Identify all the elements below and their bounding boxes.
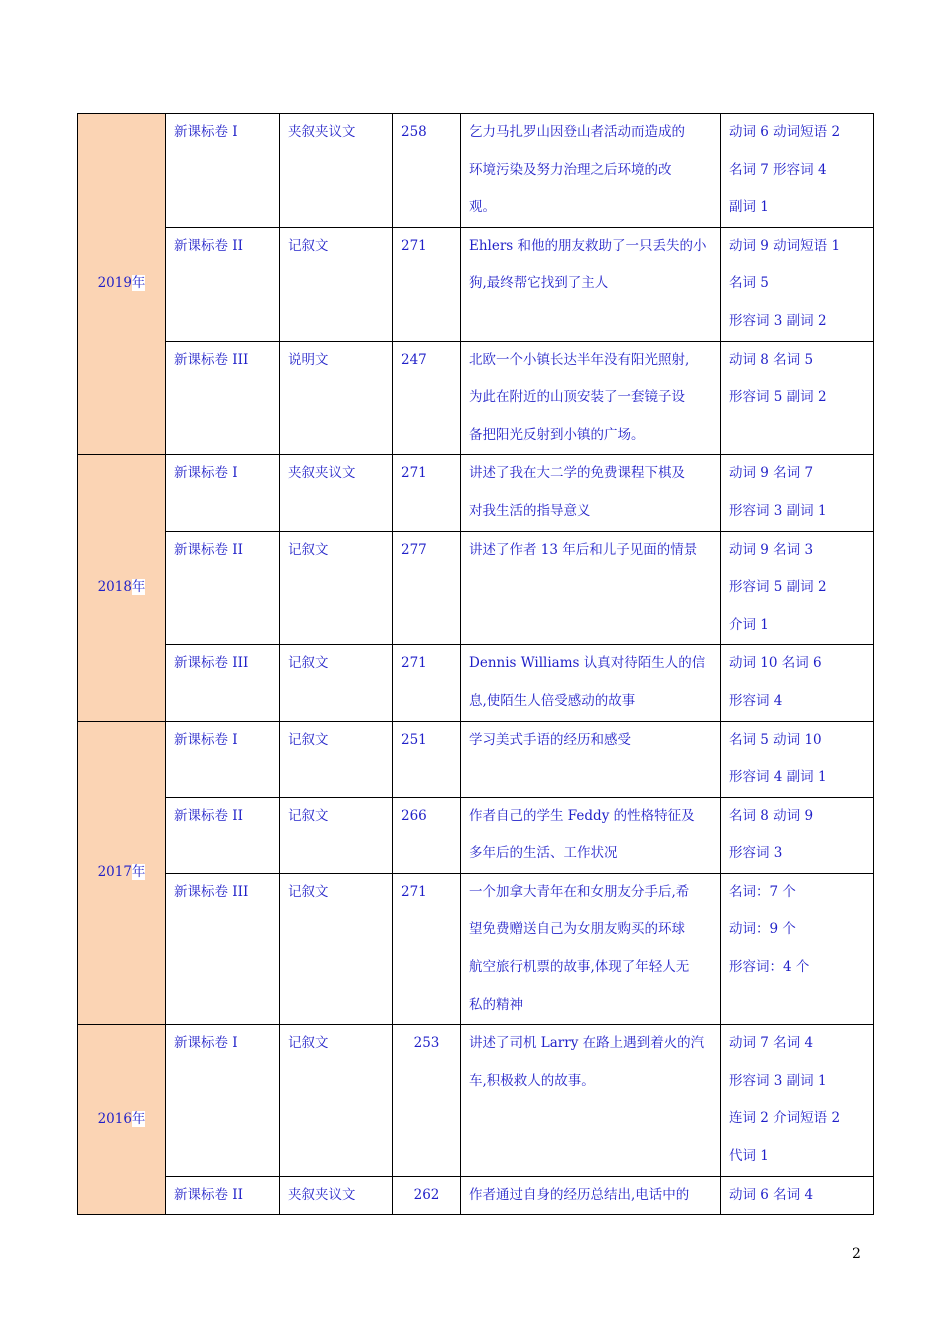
year-number: 2018 bbox=[97, 579, 132, 596]
content-line: 讲述了我在大二学的免费课程下棋及 bbox=[469, 465, 685, 482]
page-number: 2 bbox=[852, 1246, 861, 1262]
content-line: Dennis Williams 认真对待陌生人的信 bbox=[469, 655, 706, 672]
content-line: 车,积极救人的故事。 bbox=[469, 1072, 595, 1089]
content-line: 北欧一个小镇长达半年没有阳光照射, bbox=[469, 351, 690, 368]
word-count-cell: 253 bbox=[393, 1025, 461, 1176]
word-count-cell: 251 bbox=[393, 721, 461, 797]
paper-cell: 新课标卷 II bbox=[166, 531, 280, 645]
genre-cell: 记叙文 bbox=[280, 873, 393, 1024]
content-line: 备把阳光反射到小镇的广场。 bbox=[469, 426, 645, 443]
content-cell bbox=[461, 455, 721, 531]
stats-cell bbox=[721, 455, 874, 531]
stats-line: 形容词：4 个 bbox=[729, 959, 810, 976]
table-row bbox=[78, 1025, 874, 1176]
content-line: 一个加拿大青年在和女朋友分手后,希 bbox=[469, 883, 690, 900]
year-number: 2016 bbox=[97, 1110, 132, 1127]
content-line: 多年后的生活、工作状况 bbox=[469, 845, 618, 862]
stats-line: 名词 7 形容词 4 bbox=[729, 161, 827, 178]
genre-cell: 夹叙夹议文 bbox=[280, 114, 393, 228]
stats-line: 名词：7 个 bbox=[729, 883, 796, 900]
stats-line: 连词 2 介词短语 2 bbox=[729, 1110, 841, 1127]
stats-line: 动词 6 动词短语 2 bbox=[729, 124, 841, 140]
content-cell bbox=[461, 645, 721, 721]
table-row bbox=[78, 114, 874, 228]
stats-line: 动词 7 名词 4 bbox=[729, 1035, 814, 1052]
paper-cell: 新课标卷 I bbox=[166, 114, 280, 228]
genre-cell: 记叙文 bbox=[280, 721, 393, 797]
stats-line: 形容词 5 副词 2 bbox=[729, 389, 827, 406]
word-count-cell: 271 bbox=[393, 873, 461, 1024]
table-row bbox=[78, 455, 874, 531]
genre-cell: 夹叙夹议文 bbox=[280, 455, 393, 531]
stats-cell bbox=[721, 645, 874, 721]
stats-cell bbox=[721, 1176, 874, 1215]
paper-cell: 新课标卷 II bbox=[166, 227, 280, 341]
word-count-cell: 247 bbox=[393, 341, 461, 455]
content-cell bbox=[461, 341, 721, 455]
genre-cell: 记叙文 bbox=[280, 531, 393, 645]
paper-cell: 新课标卷 III bbox=[166, 873, 280, 1024]
stats-line: 介词 1 bbox=[729, 616, 769, 633]
content-line: 讲述了作者 13 年后和儿子见面的情景 bbox=[469, 541, 698, 558]
stats-cell bbox=[721, 721, 874, 797]
stats-line: 形容词 4 副词 1 bbox=[729, 769, 827, 786]
year-cell-2018 bbox=[78, 455, 166, 721]
content-line: Ehlers 和他的朋友救助了一只丢失的小 bbox=[469, 237, 707, 254]
stats-line: 形容词 3 副词 2 bbox=[729, 312, 827, 329]
paper-cell: 新课标卷 I bbox=[166, 455, 280, 531]
year-suffix: 年 bbox=[131, 275, 146, 292]
year-cell-2016 bbox=[78, 1025, 166, 1215]
stats-line: 代词 1 bbox=[729, 1148, 769, 1165]
year-cell-2017 bbox=[78, 721, 166, 1025]
paper-cell: 新课标卷 III bbox=[166, 645, 280, 721]
content-cell bbox=[461, 873, 721, 1024]
content-line: 对我生活的指导意义 bbox=[469, 502, 591, 519]
content-line: 息,使陌生人倍受感动的故事 bbox=[469, 692, 636, 709]
stats-line: 动词 10 名词 6 bbox=[729, 655, 822, 672]
stats-cell bbox=[721, 797, 874, 873]
content-line: 狗,最终帮它找到了主人 bbox=[469, 275, 609, 292]
content-line: 学习美式手语的经历和感受 bbox=[469, 731, 631, 748]
content-line: 乞力马扎罗山因登山者活动而造成的 bbox=[469, 124, 685, 140]
content-cell bbox=[461, 227, 721, 341]
genre-cell: 记叙文 bbox=[280, 797, 393, 873]
content-line: 望免费赠送自己为女朋友购买的环球 bbox=[469, 921, 685, 938]
stats-cell bbox=[721, 873, 874, 1024]
genre-cell: 记叙文 bbox=[280, 1025, 393, 1176]
table-row bbox=[78, 797, 874, 873]
content-cell bbox=[461, 1176, 721, 1215]
stats-line: 形容词 3 副词 1 bbox=[729, 1072, 827, 1089]
exam-reading-table bbox=[77, 113, 874, 1215]
stats-line: 形容词 3 bbox=[729, 845, 783, 862]
genre-cell: 记叙文 bbox=[280, 645, 393, 721]
stats-line: 动词 6 名词 4 bbox=[729, 1186, 814, 1203]
word-count-cell: 271 bbox=[393, 455, 461, 531]
word-count-cell: 271 bbox=[393, 227, 461, 341]
paper-cell: 新课标卷 I bbox=[166, 721, 280, 797]
content-line: 观。 bbox=[469, 199, 496, 216]
genre-cell: 记叙文 bbox=[280, 227, 393, 341]
stats-line: 形容词 3 副词 1 bbox=[729, 502, 827, 519]
word-count-cell: 277 bbox=[393, 531, 461, 645]
stats-line: 形容词 4 bbox=[729, 692, 783, 709]
table-row bbox=[78, 227, 874, 341]
paper-cell: 新课标卷 I bbox=[166, 1025, 280, 1176]
stats-line: 名词 8 动词 9 bbox=[729, 807, 814, 824]
stats-line: 动词 8 名词 5 bbox=[729, 351, 814, 368]
year-suffix: 年 bbox=[131, 864, 146, 881]
word-count-cell: 258 bbox=[393, 114, 461, 228]
table-row bbox=[78, 341, 874, 455]
content-cell bbox=[461, 1025, 721, 1176]
content-line: 讲述了司机 Larry 在路上遇到着火的汽 bbox=[469, 1035, 705, 1052]
year-suffix: 年 bbox=[131, 579, 146, 596]
content-line: 环境污染及努力治理之后环境的改 bbox=[469, 161, 672, 178]
word-count-cell: 262 bbox=[393, 1176, 461, 1215]
genre-cell: 说明文 bbox=[280, 341, 393, 455]
content-cell bbox=[461, 721, 721, 797]
content-line: 作者通过自身的经历总结出,电话中的 bbox=[469, 1186, 690, 1203]
stats-cell bbox=[721, 1025, 874, 1176]
content-cell bbox=[461, 531, 721, 645]
stats-line: 动词：9 个 bbox=[729, 921, 796, 938]
content-cell bbox=[461, 797, 721, 873]
stats-line: 名词 5 bbox=[729, 275, 769, 292]
genre-cell: 夹叙夹议文 bbox=[280, 1176, 393, 1215]
word-count-cell: 266 bbox=[393, 797, 461, 873]
content-line: 作者自己的学生 Feddy 的性格特征及 bbox=[469, 807, 695, 824]
stats-cell bbox=[721, 227, 874, 341]
content-line: 私的精神 bbox=[469, 996, 523, 1013]
stats-line: 名词 5 动词 10 bbox=[729, 731, 822, 748]
content-line: 航空旅行机票的故事,体现了年轻人无 bbox=[469, 959, 690, 976]
stats-line: 副词 1 bbox=[729, 199, 769, 216]
table-row bbox=[78, 873, 874, 1024]
table-row bbox=[78, 1176, 874, 1215]
stats-line: 动词 9 名词 7 bbox=[729, 465, 814, 482]
stats-line: 形容词 5 副词 2 bbox=[729, 579, 827, 596]
year-suffix: 年 bbox=[131, 1110, 146, 1127]
year-number: 2019 bbox=[97, 275, 132, 292]
paper-cell: 新课标卷 II bbox=[166, 797, 280, 873]
stats-line: 动词 9 名词 3 bbox=[729, 541, 814, 558]
year-number: 2017 bbox=[97, 864, 132, 881]
word-count-cell: 271 bbox=[393, 645, 461, 721]
stats-line: 动词 9 动词短语 1 bbox=[729, 237, 841, 254]
stats-cell bbox=[721, 341, 874, 455]
content-line: 为此在附近的山顶安装了一套镜子设 bbox=[469, 389, 685, 406]
table-row bbox=[78, 721, 874, 797]
year-cell-2019 bbox=[78, 114, 166, 455]
stats-cell bbox=[721, 114, 874, 228]
table-row bbox=[78, 645, 874, 721]
stats-cell bbox=[721, 531, 874, 645]
content-cell bbox=[461, 114, 721, 228]
paper-cell: 新课标卷 II bbox=[166, 1176, 280, 1215]
paper-cell: 新课标卷 III bbox=[166, 341, 280, 455]
table-row bbox=[78, 531, 874, 645]
